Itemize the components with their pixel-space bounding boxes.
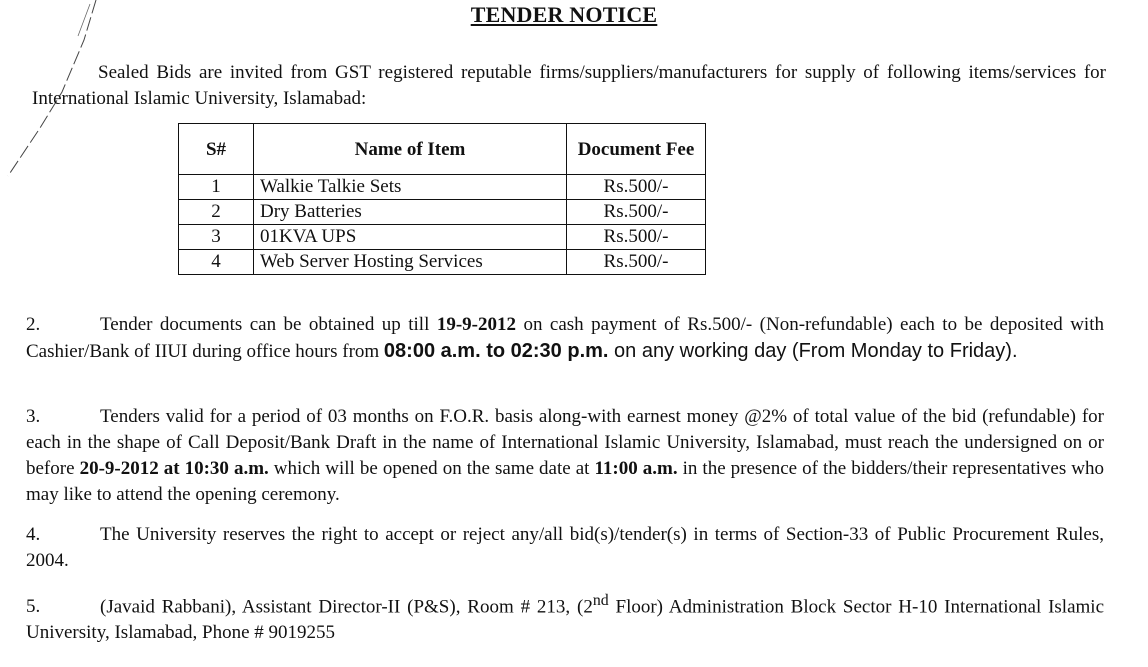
p4-text: The University reserves the right to accept or reject any/all bid(s)/tender(s) in terms of Section-33 of Public Procurement Rules, 2004. (26, 524, 1104, 571)
p3-opening: 11:00 a.m. (594, 458, 678, 479)
row-item: Web Server Hosting Services (254, 250, 567, 275)
paragraph-3 (26, 404, 1104, 508)
row-fee: Rs.500/- (567, 175, 706, 200)
p3-text-c: in the presence of the bidders/their representatives who may like to attend the opening ceremony. (26, 458, 1104, 505)
p3-deadline: 20-9-2012 at 10:30 a.m. (79, 458, 269, 479)
table-row (179, 175, 706, 200)
p2-date: 19-9-2012 (436, 314, 516, 335)
paragraph-number: 3. (26, 406, 41, 427)
table-row (179, 225, 706, 250)
paragraph-2 (26, 312, 1104, 365)
row-sno: 3 (179, 225, 254, 250)
row-sno: 2 (179, 200, 254, 225)
p5-text-b: Floor) Administration Block Sector H-10 International Islamic University, Islamabad, Phone # 9019255 (26, 596, 1104, 644)
row-fee: Rs.500/- (567, 250, 706, 275)
header-sno: S# (179, 124, 254, 175)
paragraph-4 (26, 522, 1104, 574)
table-row (179, 200, 706, 225)
p3-text-b: which will be opened on the same date at (268, 458, 595, 479)
paragraph-number: 2. (26, 314, 41, 335)
row-item: Walkie Talkie Sets (254, 175, 567, 200)
row-item: Dry Batteries (254, 200, 567, 225)
row-sno: 4 (179, 250, 254, 275)
paragraph-number: 4. (26, 524, 41, 545)
p2-text-a: Tender documents can be obtained up till (100, 314, 437, 335)
paragraph-number: 5. (26, 596, 41, 618)
page-title: TENDER NOTICE (470, 2, 658, 27)
items-table (178, 123, 706, 275)
p3-text-a: Tenders valid for a period of 03 months on F.O.R. basis along-with earnest money @2% of total value of the bid (refundable) for each in the shape of Call Deposit/Bank Draft in the name of International Islamic University, Islamabad, must reach the undersigned on or before (26, 406, 1104, 479)
p2-text-b: on cash payment of Rs.500/- (Non-refundable) each to be deposited with Cashier/Bank of IIUI during office hours from (26, 314, 1104, 362)
row-item: 01KVA UPS (254, 225, 567, 250)
header-item: Name of Item (254, 124, 567, 175)
row-fee: Rs.500/- (567, 200, 706, 225)
row-fee: Rs.500/- (567, 225, 706, 250)
table-header-row (179, 124, 706, 175)
p2-hours: 08:00 a.m. to 02:30 p.m. (383, 340, 609, 362)
table-row (179, 250, 706, 275)
p5-superscript: nd (592, 592, 609, 609)
p2-text-c: on any working day (From Monday to Friday). (608, 340, 1018, 362)
paragraph-5 (26, 588, 1104, 646)
p5-text-a: (Javaid Rabbani), Assistant Director-II (P&S), Room # 213, (2 (100, 596, 593, 618)
header-fee: Document Fee (567, 124, 706, 175)
intro-paragraph: Sealed Bids are invited from GST registered reputable firms/suppliers/manufacturers for supply of following items/services for International Islamic University, Islamabad: (32, 62, 1106, 109)
row-sno: 1 (179, 175, 254, 200)
